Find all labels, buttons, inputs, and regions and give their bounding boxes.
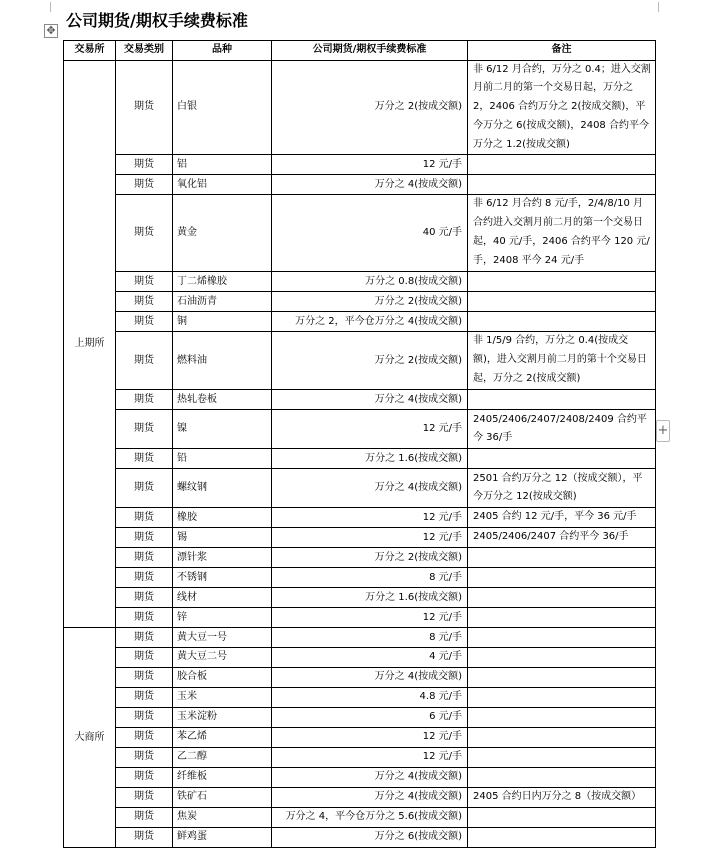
- type-cell: 期货: [116, 155, 173, 175]
- type-cell: 期货: [116, 548, 173, 568]
- product-cell: 铅: [173, 449, 272, 469]
- header-fee: 公司期货/期权手续费标准: [272, 41, 468, 61]
- fee-cell: 万分之 2(按成交额): [272, 548, 468, 568]
- note-cell: 2405/2406/2407/2408/2409 合约平今 36/手: [468, 410, 656, 449]
- note-cell: [468, 747, 656, 767]
- type-cell: 期货: [116, 195, 173, 272]
- fee-cell: 万分之 4(按成交额): [272, 667, 468, 687]
- table-row: [64, 827, 656, 847]
- table-row: [64, 787, 656, 807]
- product-cell: 铝: [173, 155, 272, 175]
- fee-cell: 万分之 4(按成交额): [272, 767, 468, 787]
- table-move-handle-icon[interactable]: ✥: [44, 24, 58, 38]
- fee-cell: 12 元/手: [272, 747, 468, 767]
- table-row: [64, 687, 656, 707]
- product-cell: 胶合板: [173, 667, 272, 687]
- type-cell: 期货: [116, 807, 173, 827]
- product-cell: 铜: [173, 312, 272, 332]
- fee-cell: 万分之 2(按成交额): [272, 332, 468, 390]
- product-cell: 乙二醇: [173, 747, 272, 767]
- table-row: [64, 508, 656, 528]
- type-cell: 期货: [116, 60, 173, 155]
- table-row: [64, 60, 656, 155]
- table-row: [64, 155, 656, 175]
- type-cell: 期货: [116, 312, 173, 332]
- fee-cell: 12 元/手: [272, 410, 468, 449]
- product-cell: 线材: [173, 588, 272, 608]
- product-cell: 锌: [173, 608, 272, 628]
- table-row: [64, 667, 656, 687]
- table-row: [64, 449, 656, 469]
- fee-cell: 万分之 6(按成交额): [272, 827, 468, 847]
- product-cell: 玉米淀粉: [173, 707, 272, 727]
- type-cell: 期货: [116, 667, 173, 687]
- header-product: 品种: [173, 41, 272, 61]
- type-cell: 期货: [116, 175, 173, 195]
- type-cell: 期货: [116, 449, 173, 469]
- fee-cell: 万分之 1.6(按成交额): [272, 588, 468, 608]
- fee-cell: 8 元/手: [272, 568, 468, 588]
- table-row: [64, 195, 656, 272]
- table-row: [64, 727, 656, 747]
- header-type: 交易类别: [116, 41, 173, 61]
- note-cell: 2501 合约万分之 12（按成交额），平今万分之 12(按成交额): [468, 469, 656, 508]
- type-cell: 期货: [116, 469, 173, 508]
- product-cell: 鲜鸡蛋: [173, 827, 272, 847]
- fee-cell: 万分之 2(按成交额): [272, 60, 468, 155]
- product-cell: 黄金: [173, 195, 272, 272]
- fee-cell: 万分之 4(按成交额): [272, 175, 468, 195]
- table-row: [64, 410, 656, 449]
- note-cell: [468, 568, 656, 588]
- page-corner-mark-right: [648, 2, 659, 12]
- fee-cell: 40 元/手: [272, 195, 468, 272]
- fee-cell: 万分之 4(按成交额): [272, 787, 468, 807]
- product-cell: 氧化铝: [173, 175, 272, 195]
- table-row: [64, 528, 656, 548]
- note-cell: [468, 548, 656, 568]
- type-cell: 期货: [116, 767, 173, 787]
- type-cell: 期货: [116, 410, 173, 449]
- product-cell: 镍: [173, 410, 272, 449]
- note-cell: [468, 667, 656, 687]
- product-cell: 漂针浆: [173, 548, 272, 568]
- type-cell: 期货: [116, 528, 173, 548]
- note-cell: [468, 807, 656, 827]
- type-cell: 期货: [116, 628, 173, 648]
- table-row: [64, 807, 656, 827]
- table-row: [64, 747, 656, 767]
- fee-cell: 万分之 0.8(按成交额): [272, 272, 468, 292]
- fee-cell: 万分之 2，平今仓万分之 4(按成交额): [272, 312, 468, 332]
- note-cell: [468, 312, 656, 332]
- type-cell: 期货: [116, 390, 173, 410]
- note-cell: 非 6/12 月合约，万分之 0.4；进入交割月前二月的第一个交易日起，万分之 2，2406 合约万分之 2(按成交额)，平今万分之 6(按成交额)，2408 合约平今万分之 1.2(按成交额): [468, 60, 656, 155]
- type-cell: 期货: [116, 827, 173, 847]
- note-cell: [468, 827, 656, 847]
- type-cell: 期货: [116, 707, 173, 727]
- product-cell: 焦炭: [173, 807, 272, 827]
- note-cell: [468, 707, 656, 727]
- product-cell: 橡胶: [173, 508, 272, 528]
- table-row: [64, 469, 656, 508]
- table-row: [64, 175, 656, 195]
- type-cell: 期货: [116, 608, 173, 628]
- note-cell: 2405 合约 12 元/手，平今 36 元/手: [468, 508, 656, 528]
- type-cell: 期货: [116, 292, 173, 312]
- note-cell: [468, 272, 656, 292]
- exchange-cell: 上期所: [64, 60, 116, 628]
- product-cell: 玉米: [173, 687, 272, 707]
- fee-cell: 万分之 1.6(按成交额): [272, 449, 468, 469]
- product-cell: 不锈钢: [173, 568, 272, 588]
- note-cell: 2405/2406/2407 合约平今 36/手: [468, 528, 656, 548]
- product-cell: 锡: [173, 528, 272, 548]
- fee-cell: 12 元/手: [272, 528, 468, 548]
- product-cell: 苯乙烯: [173, 727, 272, 747]
- product-cell: 黄大豆一号: [173, 628, 272, 648]
- product-cell: 燃料油: [173, 332, 272, 390]
- fee-cell: 12 元/手: [272, 727, 468, 747]
- fee-cell: 6 元/手: [272, 707, 468, 727]
- table-row: [64, 588, 656, 608]
- type-cell: 期货: [116, 727, 173, 747]
- table-row: [64, 628, 656, 648]
- table-header-row: [64, 41, 656, 61]
- fee-cell: 12 元/手: [272, 608, 468, 628]
- note-cell: [468, 155, 656, 175]
- fee-cell: 12 元/手: [272, 155, 468, 175]
- table-row: [64, 548, 656, 568]
- note-cell: 非 1/5/9 合约，万分之 0.4(按成交额)，进入交割月前二月的第十个交易日起，万分之 2(按成交额): [468, 332, 656, 390]
- fee-cell: 万分之 4，平今仓万分之 5.6(按成交额): [272, 807, 468, 827]
- product-cell: 热轧卷板: [173, 390, 272, 410]
- product-cell: 螺纹钢: [173, 469, 272, 508]
- header-exchange: 交易所: [64, 41, 116, 61]
- fee-cell: 万分之 4(按成交额): [272, 469, 468, 508]
- table-row: [64, 272, 656, 292]
- table-row: [64, 292, 656, 312]
- product-cell: 铁矿石: [173, 787, 272, 807]
- type-cell: 期货: [116, 588, 173, 608]
- note-cell: [468, 608, 656, 628]
- note-cell: [468, 628, 656, 648]
- product-cell: 纤维板: [173, 767, 272, 787]
- add-column-icon[interactable]: +: [656, 420, 670, 442]
- page-corner-mark-left: [50, 2, 61, 12]
- fee-cell: 12 元/手: [272, 508, 468, 528]
- product-cell: 白银: [173, 60, 272, 155]
- product-cell: 黄大豆二号: [173, 647, 272, 667]
- type-cell: 期货: [116, 272, 173, 292]
- note-cell: [468, 449, 656, 469]
- note-cell: [468, 292, 656, 312]
- type-cell: 期货: [116, 647, 173, 667]
- table-row: [64, 707, 656, 727]
- fee-table: [63, 40, 656, 848]
- table-row: [64, 312, 656, 332]
- table-row: [64, 767, 656, 787]
- type-cell: 期货: [116, 787, 173, 807]
- type-cell: 期货: [116, 687, 173, 707]
- fee-cell: 4.8 元/手: [272, 687, 468, 707]
- type-cell: 期货: [116, 508, 173, 528]
- page-title: 公司期货/期权手续费标准: [66, 11, 248, 30]
- fee-cell: 万分之 4(按成交额): [272, 390, 468, 410]
- note-cell: [468, 767, 656, 787]
- table-row: [64, 390, 656, 410]
- note-cell: 非 6/12 月合约 8 元/手，2/4/8/10 月合约进入交割月前二月的第一个交易日起，40 元/手，2406 合约平今 120 元/手，2408 平今 24 元/手: [468, 195, 656, 272]
- note-cell: [468, 727, 656, 747]
- type-cell: 期货: [116, 568, 173, 588]
- type-cell: 期货: [116, 332, 173, 390]
- exchange-cell: 大商所: [64, 628, 116, 848]
- fee-cell: 8 元/手: [272, 628, 468, 648]
- product-cell: 丁二烯橡胶: [173, 272, 272, 292]
- note-cell: [468, 175, 656, 195]
- note-cell: [468, 687, 656, 707]
- fee-cell: 4 元/手: [272, 647, 468, 667]
- fee-cell: 万分之 2(按成交额): [272, 292, 468, 312]
- note-cell: 2405 合约日内万分之 8（按成交额）: [468, 787, 656, 807]
- type-cell: 期货: [116, 747, 173, 767]
- table-row: [64, 332, 656, 390]
- table-body: [64, 60, 656, 847]
- header-note: 备注: [468, 41, 656, 61]
- note-cell: [468, 588, 656, 608]
- note-cell: [468, 647, 656, 667]
- table-row: [64, 608, 656, 628]
- note-cell: [468, 390, 656, 410]
- product-cell: 石油沥青: [173, 292, 272, 312]
- table-row: [64, 568, 656, 588]
- table-row: [64, 647, 656, 667]
